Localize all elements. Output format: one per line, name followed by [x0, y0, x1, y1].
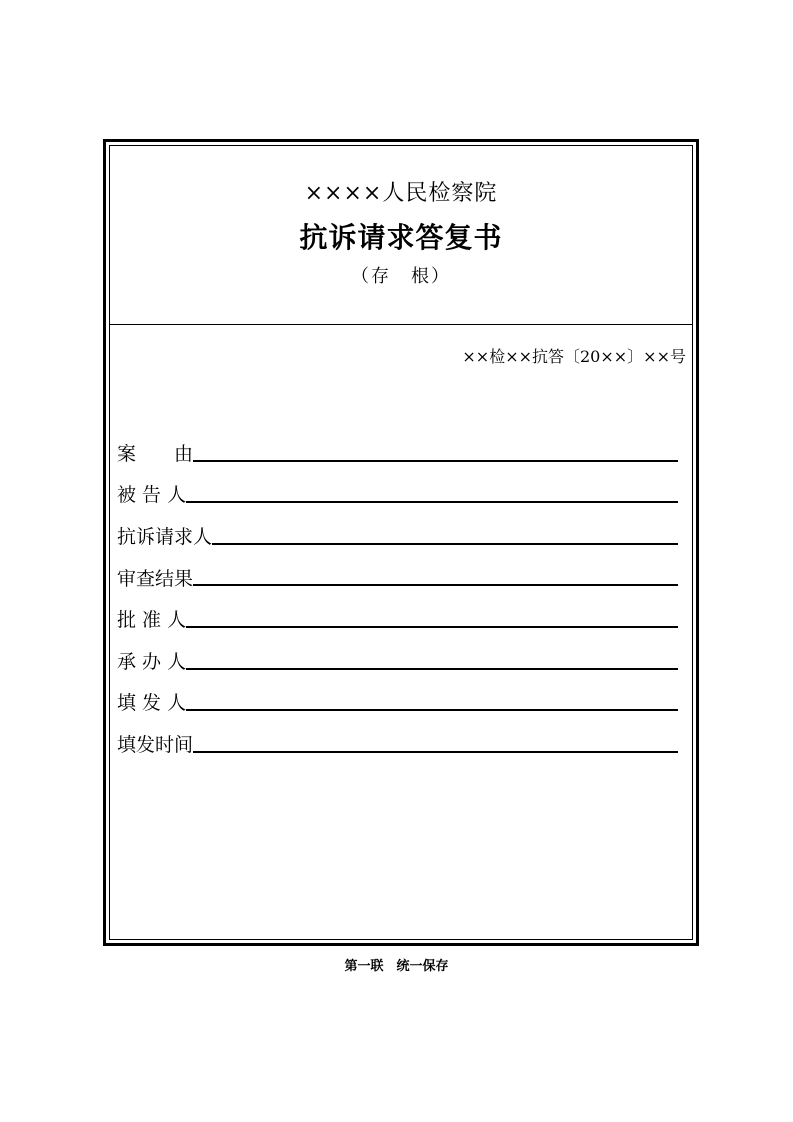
field-label: 审查结果 [117, 567, 194, 590]
field-issue-time [117, 715, 678, 757]
field-issuer [117, 674, 678, 716]
fill-in-line[interactable] [212, 543, 678, 545]
document-number: ××检××抗答〔20××〕××号 [462, 347, 686, 366]
field-approver [117, 590, 678, 632]
fill-in-line[interactable] [186, 501, 678, 503]
form-header [110, 146, 692, 325]
form-outer-frame [103, 139, 699, 946]
field-label: 批 准 人 [117, 609, 187, 632]
fill-in-line[interactable] [193, 584, 678, 586]
document-subtitle: （存 根） [351, 266, 451, 287]
form-inner-frame [109, 145, 693, 940]
field-handler [117, 632, 678, 674]
organization-name: ××××人民检察院 [304, 181, 498, 206]
field-petitioner [117, 507, 678, 549]
form-fields [117, 424, 678, 757]
fill-in-line[interactable] [186, 668, 678, 670]
field-label: 被 告 人 [117, 484, 187, 507]
field-label: 承 办 人 [117, 650, 187, 673]
field-label: 填 发 人 [117, 692, 187, 715]
document-title: 抗诉请求答复书 [299, 221, 503, 254]
fill-in-line[interactable] [193, 460, 678, 462]
fill-in-line[interactable] [193, 751, 678, 753]
fill-in-line[interactable] [186, 709, 678, 711]
fill-in-line[interactable] [186, 626, 678, 628]
field-label: 抗诉请求人 [117, 525, 213, 548]
field-review-result [117, 549, 678, 591]
field-defendant [117, 466, 678, 508]
field-label: 填发时间 [117, 733, 194, 756]
field-label: 案 由 [117, 442, 194, 465]
copy-note: 第一联 统一保存 [344, 959, 449, 974]
field-case-reason [117, 424, 678, 466]
